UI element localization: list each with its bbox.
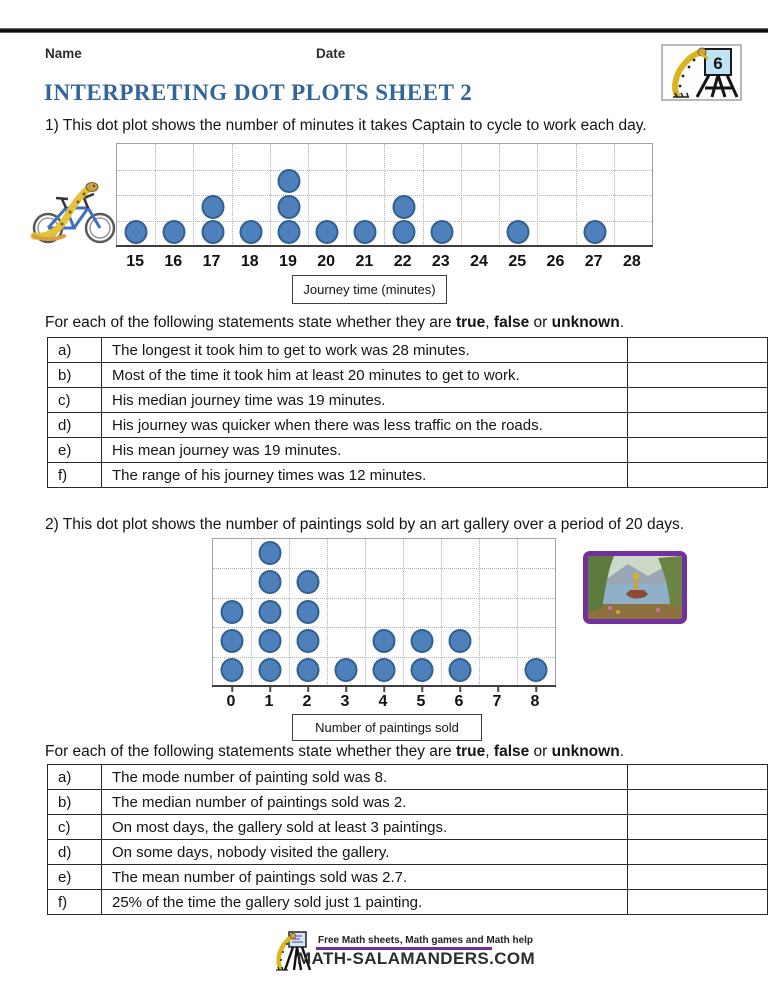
row-letter: e) xyxy=(48,438,102,463)
axis-tick-label: 22 xyxy=(393,253,412,270)
row-letter: b) xyxy=(48,790,102,815)
axis-tick xyxy=(497,687,499,692)
data-dot xyxy=(411,629,434,653)
axis-tick-label: 18 xyxy=(240,253,259,270)
data-dot xyxy=(373,658,396,682)
axis-tick xyxy=(459,687,461,692)
svg-text:6: 6 xyxy=(713,54,723,73)
axis-tick-label: 15 xyxy=(126,253,144,270)
axis-tick-label: 2 xyxy=(302,693,312,710)
row-statement: The mean number of paintings sold was 2.7. xyxy=(102,865,628,890)
data-dot xyxy=(354,220,377,244)
name-label: Name xyxy=(45,46,82,61)
data-dot xyxy=(583,220,606,244)
instruction-text: For each of the following statements state whether they are xyxy=(45,314,456,331)
statements-table-1 xyxy=(47,337,768,488)
grid-line xyxy=(117,195,652,196)
instruction-line-1: For each of the following statements state whether they are true, false or unknown. xyxy=(45,314,624,331)
table-row xyxy=(48,338,768,363)
axis-tick-label: 4 xyxy=(378,693,388,710)
data-dot xyxy=(297,658,320,682)
data-dot xyxy=(221,600,244,624)
answer-cell xyxy=(628,815,768,840)
axis-tick-label: 20 xyxy=(317,253,336,270)
data-dot xyxy=(449,629,472,653)
answer-cell xyxy=(628,438,768,463)
data-dot xyxy=(259,541,282,565)
instruction-unknown: unknown xyxy=(551,743,620,760)
axis-tick-label: 16 xyxy=(164,253,183,270)
row-statement: The longest it took him to get to work was 28 minutes. xyxy=(102,338,628,363)
table-row xyxy=(48,765,768,790)
row-statement: The range of his journey times was 12 minutes. xyxy=(102,463,628,488)
table-row xyxy=(48,413,768,438)
answer-cell xyxy=(628,463,768,488)
header-divider xyxy=(0,28,768,33)
page-title: INTERPRETING DOT PLOTS SHEET 2 xyxy=(44,80,473,105)
data-dot xyxy=(297,629,320,653)
data-dot xyxy=(507,220,530,244)
footer-site-name: MATH-SALAMANDERS.COM xyxy=(297,949,536,968)
axis-tick-label: 17 xyxy=(202,253,221,270)
grid-line xyxy=(289,539,290,686)
data-dot xyxy=(392,220,415,244)
answer-cell xyxy=(628,338,768,363)
axis-tick-label: 25 xyxy=(508,253,527,270)
answer-cell xyxy=(628,840,768,865)
axis-tick-label: 1 xyxy=(264,693,274,710)
row-letter: c) xyxy=(48,388,102,413)
axis-tick-label: 0 xyxy=(226,693,236,710)
table-row xyxy=(48,463,768,488)
instruction-line-2: For each of the following statements state whether they are true, false or unknown. xyxy=(45,743,624,760)
row-statement: The mode number of painting sold was 8. xyxy=(102,765,628,790)
dot-plot-journey-time xyxy=(116,143,653,270)
axis-tick xyxy=(535,687,537,692)
table-row xyxy=(48,890,768,915)
axis-tick xyxy=(307,687,309,692)
row-letter: a) xyxy=(48,765,102,790)
axis-tick xyxy=(421,687,423,692)
grid-line xyxy=(213,598,555,599)
data-dot xyxy=(277,220,300,244)
row-statement: 25% of the time the gallery sold just 1 painting. xyxy=(102,890,628,915)
data-dot xyxy=(277,169,300,193)
x-axis-title-paintings: Number of paintings sold xyxy=(292,714,482,741)
axis-tick-label: 21 xyxy=(355,253,374,270)
data-dot xyxy=(239,220,262,244)
axis-tick-label: 27 xyxy=(584,253,603,270)
table-row xyxy=(48,815,768,840)
table-row xyxy=(48,840,768,865)
axis-tick-label: 19 xyxy=(279,253,297,270)
axis-tick-label: 24 xyxy=(470,253,488,270)
data-dot xyxy=(449,658,472,682)
dot-plot-grid xyxy=(212,538,556,686)
table-row xyxy=(48,388,768,413)
painting-image xyxy=(583,551,687,624)
grid-line xyxy=(441,539,442,686)
grid-line xyxy=(403,539,404,686)
row-statement: His mean journey was 19 minutes. xyxy=(102,438,628,463)
row-letter: e) xyxy=(48,865,102,890)
row-statement: Most of the time it took him at least 20 minutes to get to work. xyxy=(102,363,628,388)
grid-line xyxy=(517,539,518,686)
instruction-false: false xyxy=(493,314,530,331)
answer-cell xyxy=(628,865,768,890)
row-statement: His journey was quicker when there was less traffic on the roads. xyxy=(102,413,628,438)
question-2-text: 2) This dot plot shows the number of paintings sold by an art gallery over a period of 20 days. xyxy=(45,516,685,533)
data-dot xyxy=(201,195,224,219)
data-dot xyxy=(525,658,548,682)
data-dot xyxy=(411,658,434,682)
data-dot xyxy=(316,220,339,244)
dot-plot-paintings-sold xyxy=(212,538,556,710)
data-dot xyxy=(259,600,282,624)
grid-line xyxy=(213,568,555,569)
grid-line xyxy=(117,221,652,222)
instruction-unknown: unknown xyxy=(551,314,620,331)
footer-tagline: Free Math sheets, Math games and Math help xyxy=(318,935,534,946)
data-dot xyxy=(335,658,358,682)
data-dot xyxy=(277,195,300,219)
row-letter: c) xyxy=(48,815,102,840)
axis-tick-label: 8 xyxy=(530,693,540,710)
row-statement: On most days, the gallery sold at least 3 paintings. xyxy=(102,815,628,840)
instruction-true: true xyxy=(455,314,486,331)
axis-tick-label: 7 xyxy=(492,693,502,710)
axis-tick xyxy=(345,687,347,692)
data-dot xyxy=(125,220,148,244)
salamander-bicycle-image xyxy=(26,176,120,251)
instruction-text: For each of the following statements state whether they are xyxy=(45,743,456,760)
table-row xyxy=(48,438,768,463)
grade-6-logo xyxy=(661,44,742,101)
data-dot xyxy=(201,220,224,244)
grid-line xyxy=(117,170,652,171)
data-dot xyxy=(221,658,244,682)
instruction-true: true xyxy=(455,743,486,760)
axis-tick-label: 26 xyxy=(546,253,565,270)
axis-tick-label: 3 xyxy=(340,693,350,710)
data-dot xyxy=(373,629,396,653)
data-dot xyxy=(221,629,244,653)
row-letter: f) xyxy=(48,890,102,915)
answer-cell xyxy=(628,765,768,790)
axis-tick-label: 23 xyxy=(431,253,450,270)
table-row xyxy=(48,363,768,388)
axis-tick xyxy=(383,687,385,692)
data-dot xyxy=(259,629,282,653)
row-letter: f) xyxy=(48,463,102,488)
data-dot xyxy=(297,600,320,624)
salamander-easel-icon xyxy=(663,46,740,99)
axis-tick-label: 5 xyxy=(416,693,426,710)
grid-line xyxy=(479,539,480,686)
answer-cell xyxy=(628,363,768,388)
row-letter: b) xyxy=(48,363,102,388)
data-dot xyxy=(392,195,415,219)
x-axis xyxy=(116,245,653,248)
data-dot xyxy=(259,570,282,594)
axis-tick xyxy=(231,687,233,692)
axis-tick xyxy=(269,687,271,692)
statements-table-2 xyxy=(47,764,768,915)
data-dot xyxy=(297,570,320,594)
x-axis-title-journey: Journey time (minutes) xyxy=(292,275,447,304)
table-row xyxy=(48,790,768,815)
grid-line xyxy=(327,539,328,686)
data-dot xyxy=(430,220,453,244)
answer-cell xyxy=(628,890,768,915)
grid-line xyxy=(251,539,252,686)
axis-tick-label: 28 xyxy=(622,253,641,270)
table-row xyxy=(48,865,768,890)
row-statement: His median journey time was 19 minutes. xyxy=(102,388,628,413)
answer-cell xyxy=(628,388,768,413)
grid-line xyxy=(365,539,366,686)
answer-cell xyxy=(628,413,768,438)
row-letter: a) xyxy=(48,338,102,363)
row-letter: d) xyxy=(48,413,102,438)
question-1-text: 1) This dot plot shows the number of minutes it takes Captain to cycle to work each day. xyxy=(45,117,647,134)
instruction-false: false xyxy=(493,743,530,760)
answer-cell xyxy=(628,790,768,815)
axis-tick-label: 6 xyxy=(454,693,464,710)
date-label: Date xyxy=(316,46,346,61)
data-dot xyxy=(259,658,282,682)
dot-plot-grid xyxy=(116,143,653,246)
row-statement: On some days, nobody visited the gallery. xyxy=(102,840,628,865)
row-statement: The median number of paintings sold was 2. xyxy=(102,790,628,815)
data-dot xyxy=(163,220,186,244)
row-letter: d) xyxy=(48,840,102,865)
